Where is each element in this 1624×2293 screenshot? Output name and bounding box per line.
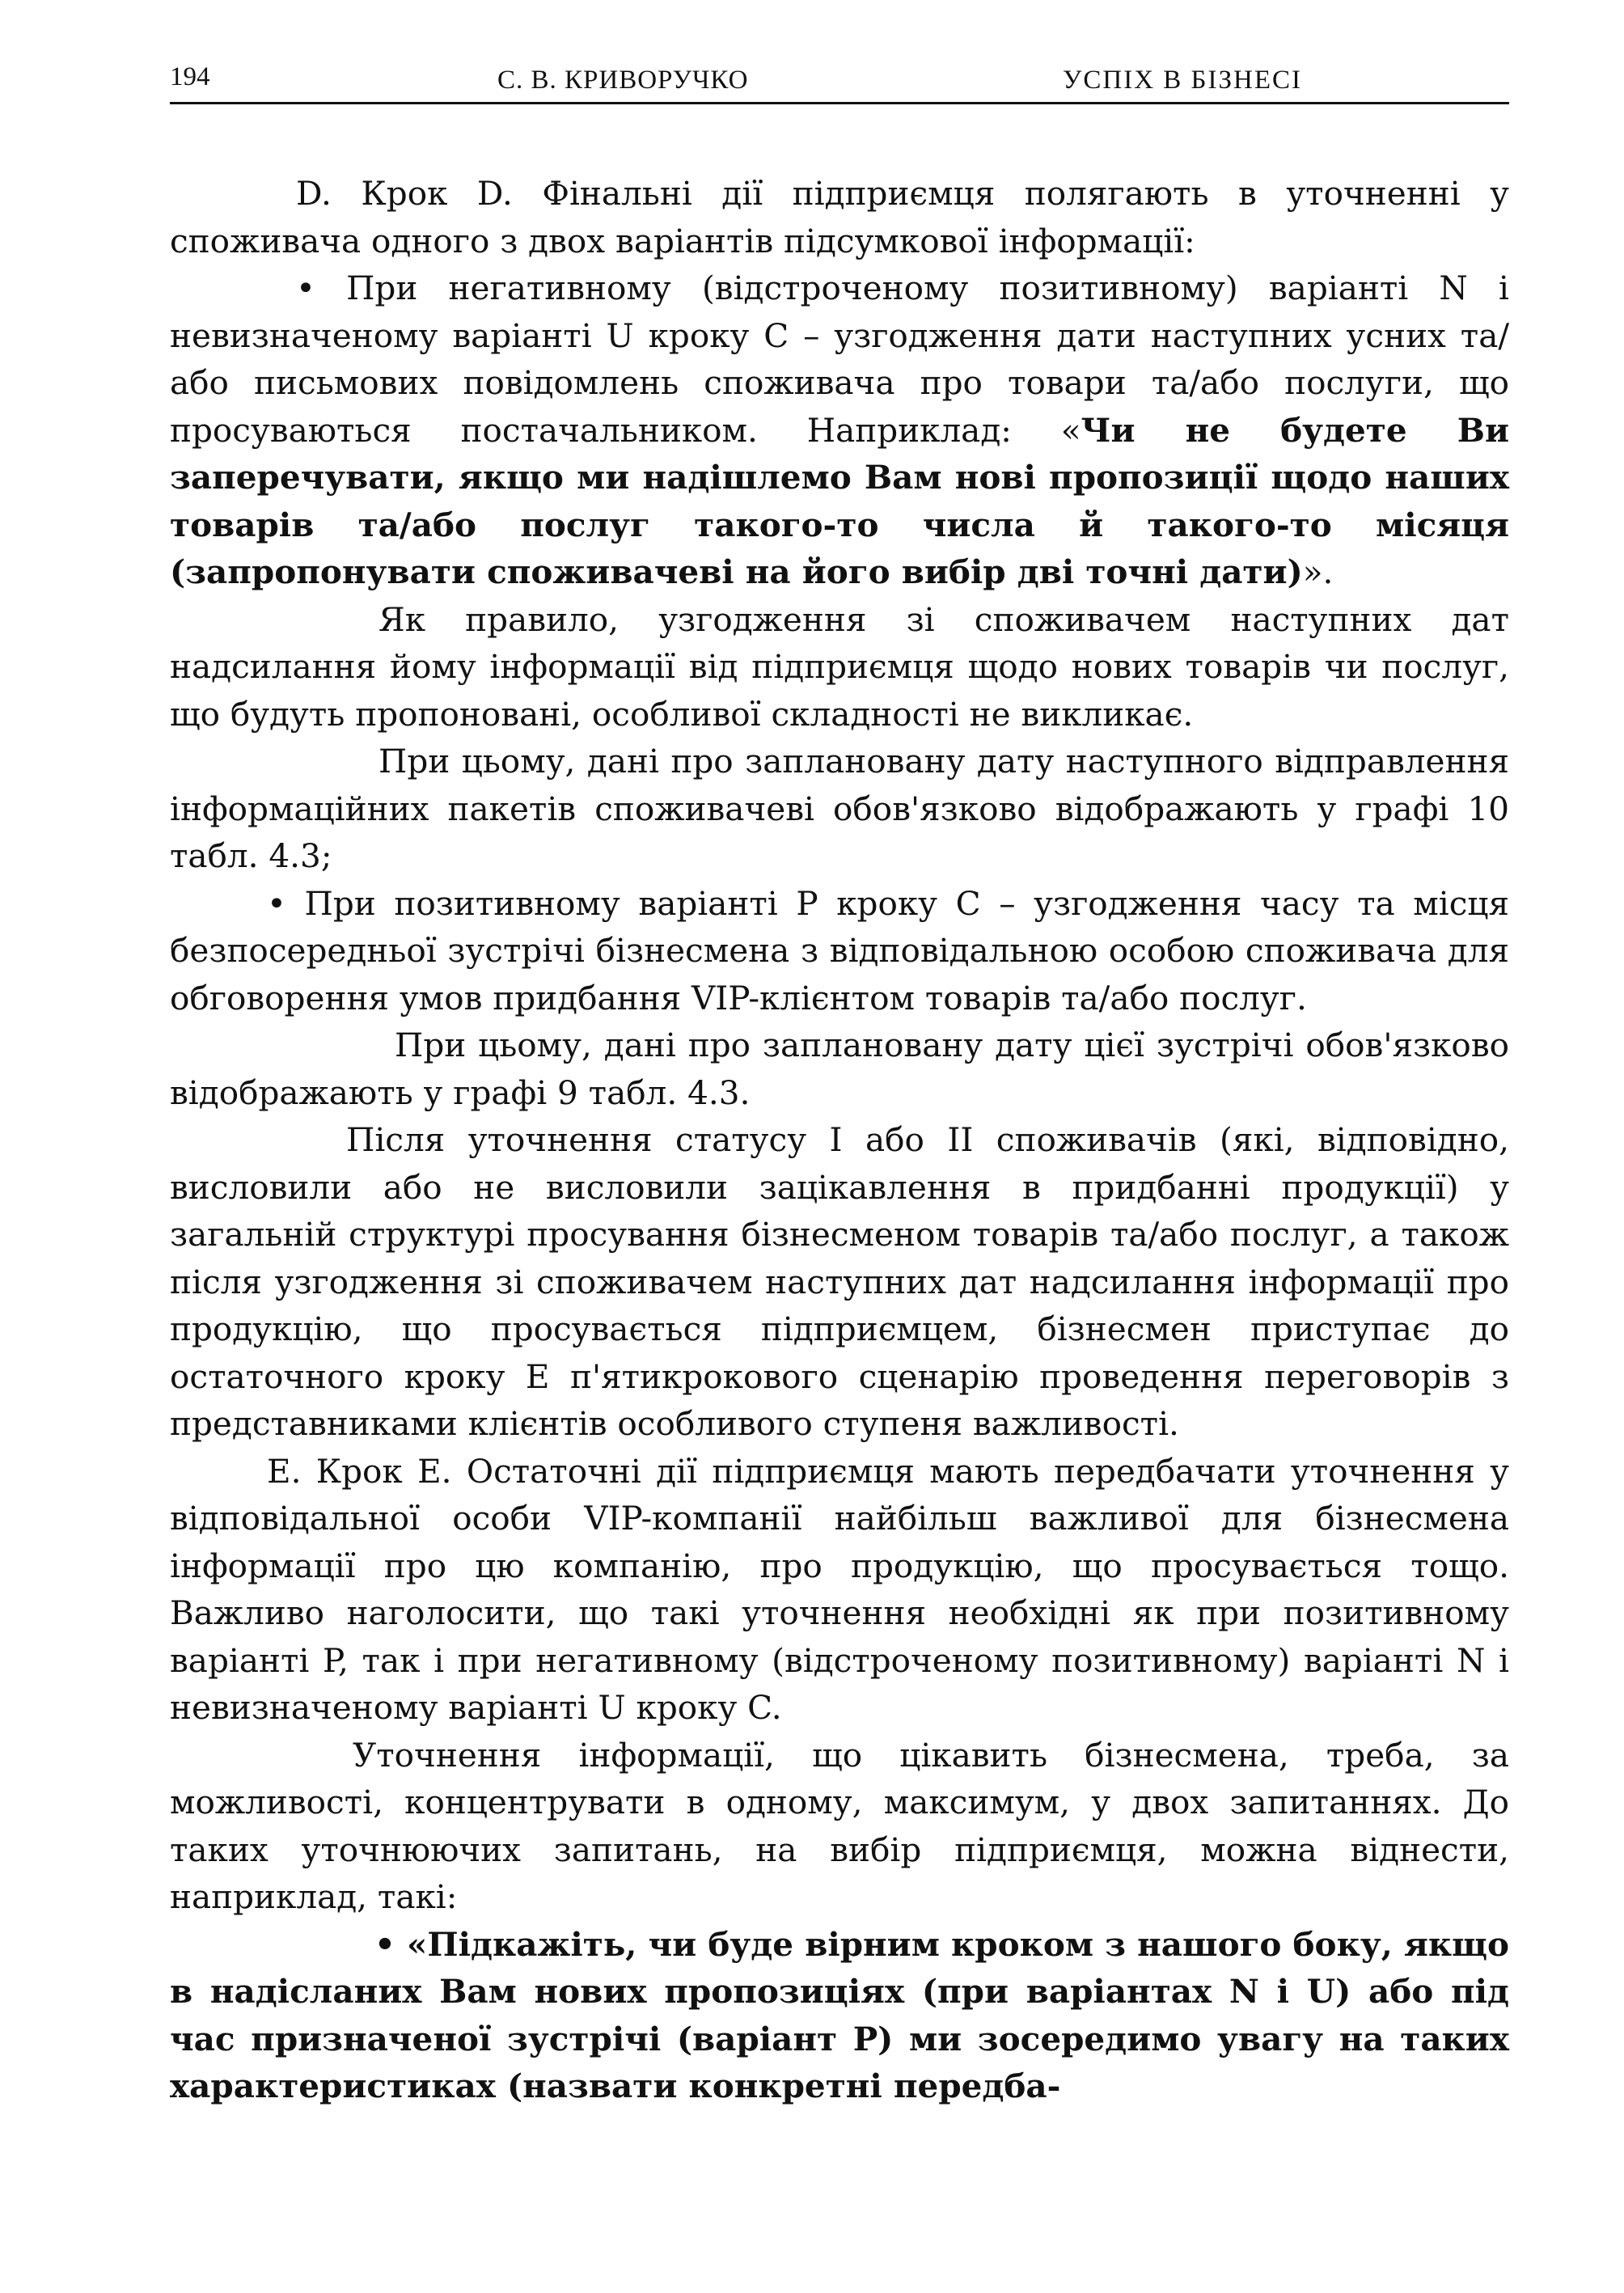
header-author: С. В. КРИВОРУЧКО bbox=[497, 66, 749, 95]
paragraph-graph-10: При цьому, дані про заплановану дату наступного відправлення інформаційних пакетів споживачеві обов'язково відображають у графі 10 табл. 4.3; bbox=[170, 742, 1509, 875]
paragraph-graph-9: При цьому, дані про заплановану дату цієї зустрічі обов'язково відображають у графі 9 табл. 4.3. bbox=[170, 1026, 1509, 1112]
paragraph-rule: Як правило, узгодження зі споживачем наступних дат надсилання йому інформації від підприємця щодо нових товарів чи послуг, що будуть пропоновані, особливої складності не викликає. bbox=[170, 599, 1509, 734]
paragraph-step-d: D. Крок D. Фінальні дії підприємця полягають в уточненні у споживача одного з двох варіантів підсумкової інформації: bbox=[170, 174, 1509, 260]
body-text bbox=[170, 170, 1509, 2110]
paragraph-bullet-question: • «Підкажіть, чи буде вірним кроком з нашого боку, якщо в надісланих Вам нових пропозиціях (при варіантах N і U) або під час призначеної зустрічі (варіант P) ми зосередимо увагу на таких характеристиках (назвати конкретні передба- bbox=[170, 1924, 1509, 2105]
paragraph-bullet-positive: • При позитивному варіанті P кроку C – узгодження часу та місця безпосередньої зустрічі бізнесмена з відповідальною особою споживача для обговорення умов придбання VIP-клієнтом товарів та/або послуг. bbox=[170, 883, 1509, 1017]
paragraph-bullet-negative: • При негативному (відстроченому позитивному) варіанті N і невизначеному варіанті U кроку C – узгодження дати наступних усних та/або письмових повідомлень споживача про товари та/або послуги, що просуваються постачальником. Наприклад: «Чи не будете Ви заперечувати, якщо ми надішлемо Вам нові пропозиції щодо наших товарів та/або послуг такого-то числа й такого-то місяця (запропонувати споживачеві на його вибір дві точні дати)». bbox=[170, 269, 1509, 591]
header-book-title: УСПІХ В БІЗНЕСІ bbox=[1063, 66, 1302, 95]
page-number: 194 bbox=[170, 62, 210, 91]
paragraph-step-e: E. Крок E. Остаточні дії підприємця мають передбачати уточнення у відповідальної особи VIP-компанії найбільш важливої для бізнесмена інформації про цю компанію, про продукцію, що просувається тощо. Важливо наголосити, що такі уточнення необхідні як при позитивному варіанті P, так і при негативному (відстроченому позитивному) варіанті N і невизначеному варіанті U кроку C. bbox=[170, 1451, 1509, 1727]
paragraph-status: Після уточнення статусу I або II споживачів (які, відповідно, висловили або не висловили зацікавлення в придбанні продукції) у загальній структурі просування бізнесменом товарів та/або послуг, а також після узгодження зі споживачем наступних дат надсилання інформації про продукцію, що просувається підприємцем, бізнесмен приступає до остаточного кроку E п'ятикрокового сценарію проведення переговорів з представниками клієнтів особливого ступеня важливості. bbox=[170, 1120, 1509, 1443]
example-question-bold: Чи не будете Ви заперечувати, якщо ми надішлемо Вам нові пропозиції щодо наших товарів та/або послуг такого-то числа й такого-то місяця (запропонувати споживачеві на його вибір дві точні дати) bbox=[170, 410, 1509, 591]
running-header bbox=[170, 58, 1509, 104]
paragraph-clarification: Уточнення інформації, що цікавить бізнесмена, треба, за можливості, концентрувати в одному, максимум, у двох запитаннях. До таких уточнюючих запитань, на вибір підприємця, можна віднести, наприклад, такі: bbox=[170, 1735, 1509, 1916]
